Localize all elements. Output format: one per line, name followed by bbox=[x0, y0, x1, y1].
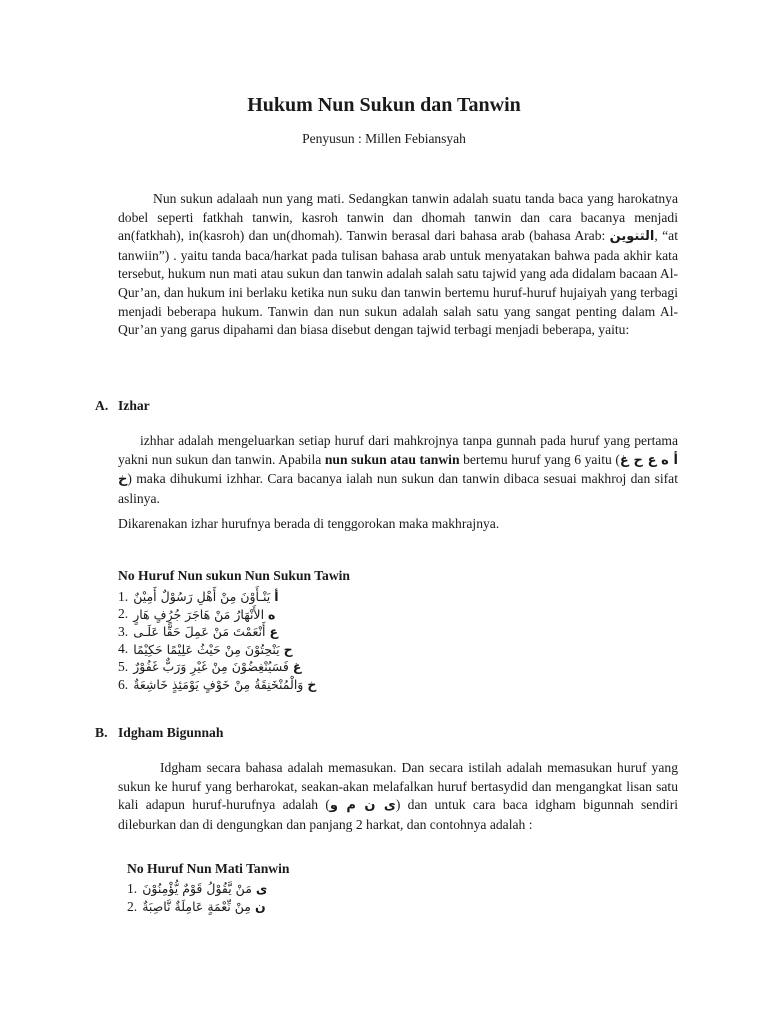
row-example: فَسَيُنْغِضُوْنَ مِنْ غَيْرِ وَرَبٌّ غَفُوْرٌ bbox=[133, 659, 289, 675]
row-letter: ى bbox=[255, 881, 268, 896]
row-letter: ن bbox=[254, 899, 266, 914]
row-letter: أ bbox=[274, 589, 279, 604]
idgham-table-header: No Huruf Nun Mati Tanwin bbox=[127, 861, 290, 876]
row-letter: ح bbox=[283, 641, 293, 657]
table-row bbox=[118, 588, 279, 605]
section-letter: A. bbox=[95, 398, 109, 413]
row-number: 1. bbox=[118, 588, 129, 604]
table-row bbox=[118, 606, 275, 623]
row-number: 1. bbox=[127, 880, 138, 896]
row-letter: غ bbox=[292, 659, 302, 675]
row-number: 2. bbox=[118, 606, 129, 622]
section-title: Izhar bbox=[118, 398, 150, 413]
row-letter: ه bbox=[268, 606, 276, 622]
izhar-text-1: izhhar adalah mengeluarkan setiap huruf dari mahkrojnya tanpa gunnah pada huruf yang pertama yakni nun sukun dan tanwin. Apabila bbox=[118, 433, 678, 467]
izhar-paragraph-1 bbox=[118, 432, 678, 508]
section-heading-idgham bbox=[95, 725, 223, 741]
section-letter: B. bbox=[95, 725, 108, 740]
row-example: يَنْـأَوْنَ مِنْ أَهْلِ رَسُوْلٌ أَمِيْنٌ bbox=[133, 589, 271, 604]
row-example: الأَنْهَارُ مَنْ هَاجَرَ جُرُفٍ هَارٍ bbox=[133, 606, 265, 622]
table-row bbox=[118, 641, 293, 658]
document-title: Hukum Nun Sukun dan Tanwin bbox=[247, 94, 521, 116]
row-number: 3. bbox=[118, 623, 129, 639]
row-letter: ع bbox=[269, 624, 279, 640]
idgham-text-1: Idgham secara bahasa adalah memasukan. Dan secara istilah adalah memasukan huruf yang sukun ke huruf yang berharokat, seakan-akan melafalkan huruf bertasydid dan mengangkat lisan satu kali adapun huruf-hurufnya adalah ( bbox=[118, 760, 678, 813]
izhar-table-header: No Huruf Nun sukun Nun Sukun Tawin bbox=[118, 568, 350, 583]
row-example: وَالْمُنْخَنِقَةُ مِنْ خَوْفٍ يَوْمَئِذٍ خَاشِعَةٌ bbox=[133, 677, 304, 692]
row-example: مِنْ نِّعْمَةٍ عَامِلَةٌ نَّاصِبَةٌ bbox=[142, 899, 251, 914]
intro-text-1: Nun sukun adalaah nun yang mati. Sedangkan tanwin adalah suatu tanda baca yang harokatnya dobel seperti fatkhah tanwin, kasroh tanwin dan dhomah tanwin dan cara bacanya menjadi an(fatkhah), in(kasroh) dan un(dhomah). Tanwin berasal dari bahasa arab (bahasa Arab: bbox=[118, 191, 678, 244]
row-number: 6. bbox=[118, 676, 129, 692]
document-author: Penyusun : Millen Febiansyah bbox=[302, 131, 466, 146]
izhar-letters: أ ه ع ح غ خ bbox=[118, 452, 678, 488]
izhar-bold-text: nun sukun atau tanwin bbox=[324, 451, 460, 467]
row-number: 4. bbox=[118, 641, 129, 657]
table-row bbox=[118, 658, 301, 675]
idgham-paragraph-1 bbox=[118, 759, 678, 834]
row-example: مَنْ يَّقُوْلُ قَوْمٌ يُّؤْمِنُوْنَ bbox=[142, 881, 252, 896]
table-row bbox=[127, 898, 266, 915]
intro-paragraph bbox=[118, 190, 678, 340]
table-row bbox=[118, 623, 278, 640]
row-example: أَنْعَمْتَ مَنْ عَمِلَ حَقًّا عَلَـى bbox=[133, 624, 266, 640]
izhar-text-3: ) maka dihukumi izhhar. Cara bacanya ialah nun sukun dan tanwin dibaca sesuai makhroj dan sifat aslinya. bbox=[118, 471, 678, 506]
izhar-text-2: bertemu huruf yang 6 yaitu ( bbox=[459, 451, 620, 467]
row-number: 2. bbox=[127, 898, 138, 914]
idgham-letters: ى ن م و bbox=[329, 798, 396, 814]
intro-text-2: , “at tanwiin”) . yaitu tanda baca/harkat pada tulisan bahasa arab untuk menyatakan bahwa pada akhir kata tersebut, hukum nun mati atau sukun dan tanwin adalah salah satu tajwid yang ada didalam bacaan Al-Qur’an, dan hukum ini berlaku ketika nun suku dan tanwin bertemu huruf-huruf hujaiyah yang terbagi menjadi beberapa hukum. Tanwin dan nun sukun adalah salah satu yang sangat penting dalam Al-Qur’an yang garus dipahami dan biasa disebut dengan tajwid terbagi menjadi beberapa, yaitu: bbox=[118, 228, 678, 338]
section-heading-izhar bbox=[95, 398, 150, 414]
row-example: يَنْحِتُوْنَ مِنْ حَيْثُ عَلِيْمًا حَكِيْمًا bbox=[133, 641, 280, 657]
section-title: Idgham Bigunnah bbox=[118, 725, 224, 740]
izhar-paragraph-2: Dikarenakan izhar hurufnya berada di tenggorokan maka makhrajnya. bbox=[118, 516, 500, 531]
intro-arabic-term: التنوين bbox=[609, 229, 655, 245]
table-row bbox=[118, 676, 316, 693]
row-number: 5. bbox=[118, 658, 129, 674]
row-letter: خ bbox=[307, 677, 317, 692]
idgham-text-2: ) dan untuk cara baca idgham bigunnah sendiri dileburkan dan di dengungkan dan panjang 2 harkat, dan contohnya adalah : bbox=[118, 797, 678, 832]
table-row bbox=[127, 880, 267, 897]
